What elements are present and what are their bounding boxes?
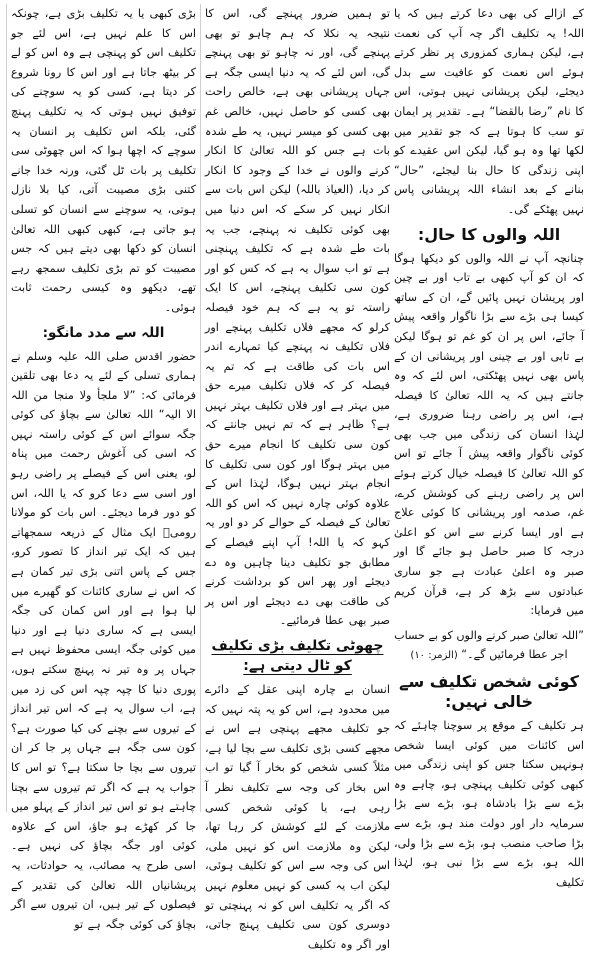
paragraph: کے ازالے کی بھی دعا کرتے ہیں کہ یا اللہ! یہ تکلیف اگر چہ آپ کی نعمت ہے، لیکن ہماری کمزوری پر نظر کرتے ہوئے اس نعمت کو عافیت سے بدل دیجئے، لیکن پریشانی نہیں ہوتی، اس کا نام ”رضا بالقضا“ ہے۔ تقدیر پر ایمان تو سب کا ہوتا ہے کہ جو تقدیر میں لکھا تھا وہ ہو گیا، لیکن اس عقیدے کو اپنی زندگی کا حال بنا لیجئے، ”حال“ بنانے کے بعد انشاء اللہ پریشانی پاس نہیں پھٹکے گی۔ xyxy=(394,7,584,216)
paragraph: چنانچہ آپ نے اللہ والوں کو دیکھا ہوگا کہ ان کو آپ کبھی بے تاب اور بے چین اور پریشان نہیں پائیں گے، ان کے ساتھ کیسا ہی بڑے سے بڑا ناگوار واقعہ پیش آ جائے، اس پر ان کو غم تو ہوگا لیکن بے تابی اور بے چینی اور پریشانی ان کے پاس بھی نہیں پھٹکتی، اس لئے کہ وہ جانتے ہیں کہ یہ اللہ تعالیٰ کا فیصلہ ہے، اس پر راضی رہنا ضروری ہے، لہٰذا انسان کی زندگی میں جب بھی کوئی ناگوار واقعہ پیش آ جائے تو اس کو اللہ تعالیٰ کا فیصلہ خیال کرتے ہوئے اس پر راضی رہنے کی کوشش کرے، غم، صدمہ اور پریشانی کا کوئی علاج ہے اور ایسا کرنے سے اس کو اعلیٰ درجہ کا صبر حاصل ہو جائے گا اور صبر وہ اعلیٰ عبادت ہے جو ساری عبادتوں سے بڑھ کر ہے، قرآن کریم میں فرمایا: xyxy=(394,251,584,618)
section-heading: کوئی شخص تکلیف سے خالی نہیں: xyxy=(399,672,579,711)
quran-quote xyxy=(394,626,584,666)
quote-reference: (الزمر: ۱۰) xyxy=(410,650,458,662)
paragraph: بڑی کبھی یا یہ تکلیف بڑی ہے، چونکہ اس کا علم نہیں ہے، اس لئے جو تکلیف اس کو پہنچی ہے وہ اس کو لے کر بیٹھ جاتا ہے اور اس کا رونا شروع کر دیتا ہے، کسی کو یہ سوچنے کی توفیق نہیں ہوتی کہ یہ تکلیف پہنچ گئی، بلکہ اس تکلیف پر انسان یہ سوچے کہ اچھا ہوا کہ اس چھوٹی سی تکلیف پر بات ٹل گئی، ورنہ خدا جانے کتنی بڑی مصیبت آتی، کیا بلا نازل ہوتی، یہ سوچنے سے انسان کو تسلی ہو جاتی ہے، کبھی کبھی اللہ تعالیٰ انسان کو دکھا بھی دیتے ہیں کہ جس مصیبت کو تم بڑی تکلیف سمجھ رہے تھے، دیکھو وہ کیسی رحمت ثابت ہوئی۔ xyxy=(11,7,196,314)
paragraph: تو ہمیں ضرور پہنچے گی، اس کا نتیجہ یہ نکلا کہ ہم چاہو تو بھی پہنچے گی، اور نہ چاہو تو بھی پہنچے گی، اس لئے کہ یہ دنیا ایسی جگہ ہے جہاں پریشانی بھی ہے، خالص راحت بھی کسی کو حاصل نہیں، خالص غم بھی کسی کو میسر نہیں، یہ طے شدہ بات ہے جس کو اللہ تعالیٰ کا انکار کرنے والوں نے خدا کے وجود کا انکار کر دیا، (العیاذ باللہ) لیکن اس بات سے انکار نہیں کر سکے کہ اس دنیا میں بھی کوئی تکلیف نہ پہنچے، جب یہ بات طے شدہ ہے کہ تکلیف پہنچنی ہے تو اب سوال یہ ہے کہ کس کو اور کون سی تکلیف پہنچے، اس کا ایک راستہ تو یہ ہے کہ ہم خود فیصلہ کرلو کہ مجھے فلاں تکلیف پہنچے اور فلاں تکلیف نہ پہنچے کیا تمہارے اندر اس بات کی طاقت ہے کہ تم یہ فیصلہ کر کہ فلاں تکلیف میرے حق میں بہتر ہے اور فلاں تکلیف بہتر نہیں ہے؟ ظاہر ہے کہ تم نہیں جانتے کہ کون سی تکلیف کا انجام میرے حق میں بہتر ہوگا اور کون سی تکلیف کا انجام بہتر نہیں ہوگا، لہٰذا اس کے علاوہ کوئی چارہ نہیں کہ اس کو اللہ تعالیٰ کے فیصلہ کے حوالے کر دو اور یہ کہو کہ یا اللہ! آپ اپنے فیصلے کے مطابق جو تکلیف دینا چاہیں وہ دے دیجئے اور پھر اس کو برداشت کرنے کی طاقت بھی دے دیجئے اور اس پر صبر بھی عطا فرمائیے۔ xyxy=(205,7,390,628)
paragraph: ہر تکلیف کے موقع پر سوچنا چاہئے کہ اس کائنات میں کوئی ایسا شخص ہونہیں سکتا جس کو اپنی زندگی میں کبھی کوئی تکلیف پہنچی ہو، چاہے وہ بڑے سے بڑا بادشاہ ہو، بڑے سے بڑا سرمایہ دار اور دولت مند ہو، بڑے سے بڑا صاحب منصب ہو، بڑے سے بڑا ولی، اللہ ہو، بڑے سے بڑا نبی ہو، لہٰذا تکلیف xyxy=(394,719,584,889)
section-heading: اللہ سے مدد مانگو: xyxy=(42,324,165,341)
quote-text: ”اللہ تعالیٰ صبر کرنے والوں کو بے حساب اجر عطا فرمائیں گے۔“ xyxy=(394,628,584,662)
text-columns xyxy=(6,4,584,951)
column-left xyxy=(6,4,196,931)
column-middle xyxy=(200,4,390,951)
paragraph: حضور اقدس صلی اللہ علیہ وسلم نے ہماری تسلی کے لئے یہ دعا بھی تلقین فرمائی کہ: ”لا ملجأ ولا منجا من اللہ الا الیہ“ اللہ تعالیٰ سے بچاؤ کی کوئی جگہ سوائے اس کے کوئی راستہ نہیں کہ اسی کی آغوش رحمت میں پناہ لو، یعنی اس کے فیصلے پر راضی رہو اور اسی سے دعا کرو کہ یا اللہ، اس کو دور فرما دیجئے۔ اس بات کو مولانا رومیؒ ایک مثال کے ذریعہ سمجھاتے ہیں کہ ایک تیر انداز کا تصور کرو، جس کے پاس اتنی بڑی تیر کمان ہے کہ اس نے ساری کائنات کو گھیرے میں لیا ہوا ہے اور اس کمان کی جگہ ایسی ہے کہ ساری دنیا ہے اور دنیا میں کوئی جگہ ایسی محفوظ نہیں ہے جہاں پر وہ تیر نہ پہنچ سکتے ہوں، پوری دنیا کا چپہ چپہ اس کی زد میں ہے، اب سوال یہ ہے کہ اس تیر انداز کے تیروں سے بچنے کی کیا صورت ہے؟ کون سی جگہ ہے جہاں پر جا کر ان تیروں سے بچا جا سکتا ہے؟ تو اس کا جواب یہ ہے کہ اگر تم تیروں سے بچنا چاہتے ہو تو اس تیر انداز کے پہلو میں جا کر کھڑے ہو جاؤ، اس کے علاوہ کوئی اور جگہ بچاؤ کی نہیں ہے۔ اسی طرح یہ مصائب، یہ حوادثات، یہ پریشانیاں اللہ تعالیٰ کی تقدیر کے فیصلوں کے تیر ہیں، ان تیروں سے اگر بچاؤ کی کوئی جگہ ہے تو xyxy=(11,349,196,931)
column-right xyxy=(394,4,584,889)
section-heading: اللہ والوں کا حال: xyxy=(417,224,561,244)
paragraph: انسان بے چارہ اپنی عقل کے دائرے میں محدود ہے، اس کو یہ پتہ نہیں کہ جو تکلیف مجھے پہنچی ہے اس نے مجھے کسی بڑی تکلیف سے بچا لیا ہے، مثلاً کسی شخص کو بخار آ گیا تو اب اس بخار کی وجہ سے تکلیف نظر آ رہی ہے، یا کوئی شخص کسی ملازمت کے لئے کوشش کر رہا تھا، لیکن وہ ملازمت اس کو نہیں ملی، اس کی وجہ سے اس کو تکلیف ہوئی، لیکن اب یہ کسی کو نہیں معلوم نہیں کہ اگر یہ تکلیف اس کو نہ پہنچتی تو دوسری کون سی تکلیف پہنچ جاتی، اور اگر وہ تکلیف xyxy=(205,683,390,951)
section-heading: چھوٹی تکلیف بڑی تکلیف کو ٹال دیتی ہے: xyxy=(211,638,384,674)
